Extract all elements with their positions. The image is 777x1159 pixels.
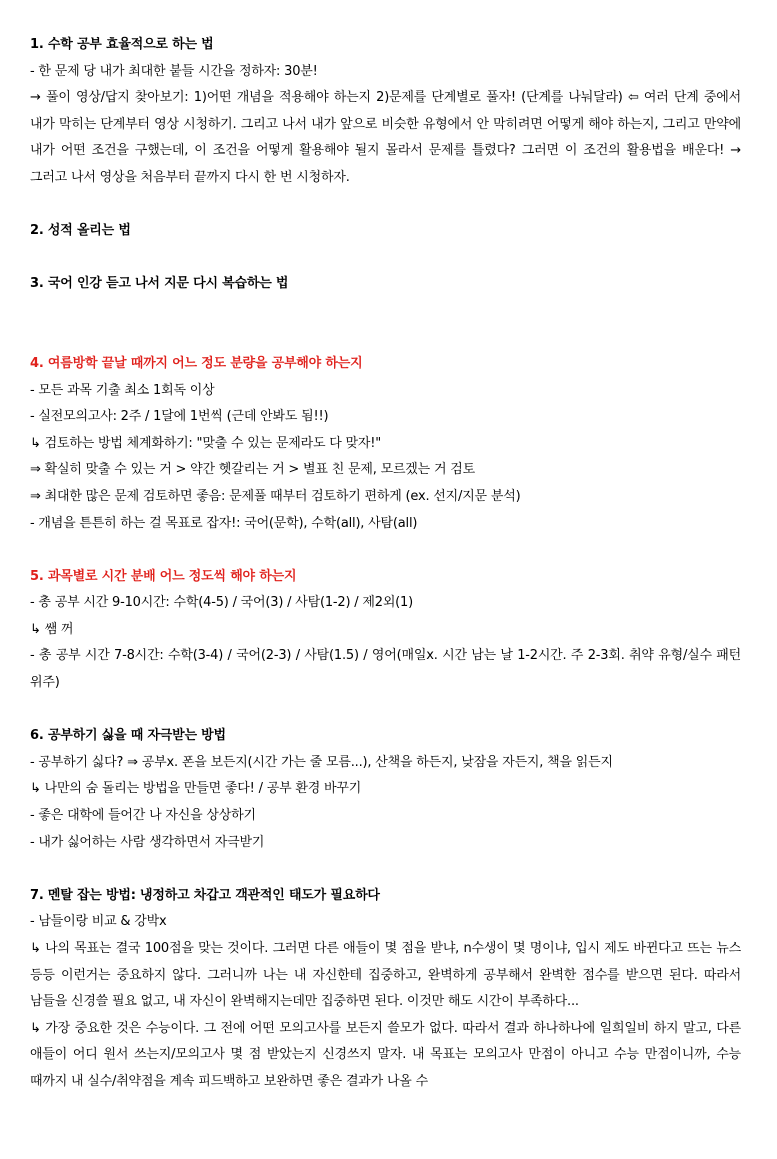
section-6-line: - 좋은 대학에 들어간 나 자신을 상상하기 [30,808,256,824]
section-7-paragraph: ↳ 가장 중요한 것은 수능이다. 그 전에 어떤 모의고사를 보든지 쓸모가 없다. 따라서 결과 하나하나에 일희일비 하지 말고, 다른 애들이 어디 원서 쓰는지/모의고사 몇 점 받았는지 신경쓰지 말자. 내 목표는 모의고사 만점이 아니고 수능 만점이니까, 수능 때까지 내 실수/취약점을 계속 피드백하고 보완하면 좋은 결과가 나올 수 [30,1020,741,1089]
section-5-line: ↳ 쌤 꺼 [30,621,74,637]
section-5-line: - 총 공부 시간 9-10시간: 수학(4-5) / 국어(3) / 사탐(1-2) / 제2외(1) [30,595,413,611]
section-7-line: - 남들이랑 비교 & 강박x [30,914,167,930]
section-5-paragraph: - 총 공부 시간 7-8시간: 수학(3-4) / 국어(2-3) / 사탐(1.5) / 영어(매일x. 시간 남는 날 1-2시간. 주 2-3회. 취약 유형/실수 패턴 위주) [30,648,741,691]
section-6-line: ↳ 나만의 숨 돌리는 방법을 만들면 좋다! / 공부 환경 바꾸기 [30,781,362,797]
section-3-title: 3. 국어 인강 듣고 나서 지문 다시 복습하는 법 [30,276,289,292]
section-7-paragraph: ↳ 나의 목표는 결국 100점을 맞는 것이다. 그러면 다른 애들이 몇 점을 받냐, n수생이 몇 명이냐, 입시 제도 바뀐다고 뜨는 뉴스 등등 이런거는 중요하지 않다. 그러니까 나는 내 자신한테 집중하고, 완벽하게 공부해서 완벽한 점수를 받으면 된다. 따라서 남들을 신경쓸 필요 없고, 내 자신이 완벽해지는데만 집중하면 된다. 이것만 해도 시간이 부족하다... [30,941,741,1010]
section-5-title: 5. 과목별로 시간 분배 어느 정도씩 해야 하는지 [30,568,297,584]
section-4-line: ⇒ 확실히 맞출 수 있는 거 > 약간 헷갈리는 거 > 별표 친 문제, 모르겠는 거 검토 [30,462,475,478]
section-4-line: ⇒ 최대한 많은 문제 검토하면 좋음: 문제풀 때부터 검토하기 편하게 (ex. 선지/지문 분석) [30,488,521,504]
section-4-line: ↳ 검토하는 방법 체계화하기: "맞출 수 있는 문제라도 다 맞자!" [30,435,382,451]
section-6-line: - 내가 싫어하는 사람 생각하면서 자극받기 [30,834,265,850]
section-4-line: - 모든 과목 기출 최소 1회독 이상 [30,382,215,398]
section-6-line: - 공부하기 싫다? ⇒ 공부x. 폰을 보든지(시간 가는 줄 모름...), 산책을 하든지, 낮잠을 자든지, 책을 읽든지 [30,754,613,770]
section-2-title: 2. 성적 올리는 법 [30,223,131,239]
section-6-title: 6. 공부하기 싫을 때 자극받는 방법 [30,728,226,744]
section-1-line: - 한 문제 당 내가 최대한 붙들 시간을 정하자: 30분! [30,63,318,79]
section-7-title: 7. 멘탈 잡는 방법: 냉정하고 차갑고 객관적인 태도가 필요하다 [30,887,380,903]
section-1-paragraph: → 풀이 영상/답지 찾아보기: 1)어떤 개념을 적용해야 하는지 2)문제를 단계별로 풀자! (단계를 나눠달라) ⇦ 여러 단계 중에서 내가 막히는 단계부터 영상 시청하기. 그리고 나서 내가 앞으로 비슷한 유형에서 안 막히려면 어떻게 해야 하는지, 그리고 만약에 내가 어떤 조건을 구했는데, 이 조건을 어떻게 활용해야 될지 몰라서 문제를 틀렸다? 그러면 이 조건의 활용법을 배운다! → 그러고 나서 영상을 처음부터 끝까지 다시 한 번 시청하자. [30,90,741,185]
section-1-title: 1. 수학 공부 효율적으로 하는 법 [30,37,214,52]
section-4-line: - 실전모의고사: 2주 / 1달에 1번씩 (근데 안봐도 됨!!) [30,409,329,425]
section-4-line: - 개념을 튼튼히 하는 걸 목표로 잡자!: 국어(문학), 수학(all), 사탐(all) [30,515,418,531]
section-4-title: 4. 여름방학 끝날 때까지 어느 정도 분량을 공부해야 하는지 [30,355,363,371]
